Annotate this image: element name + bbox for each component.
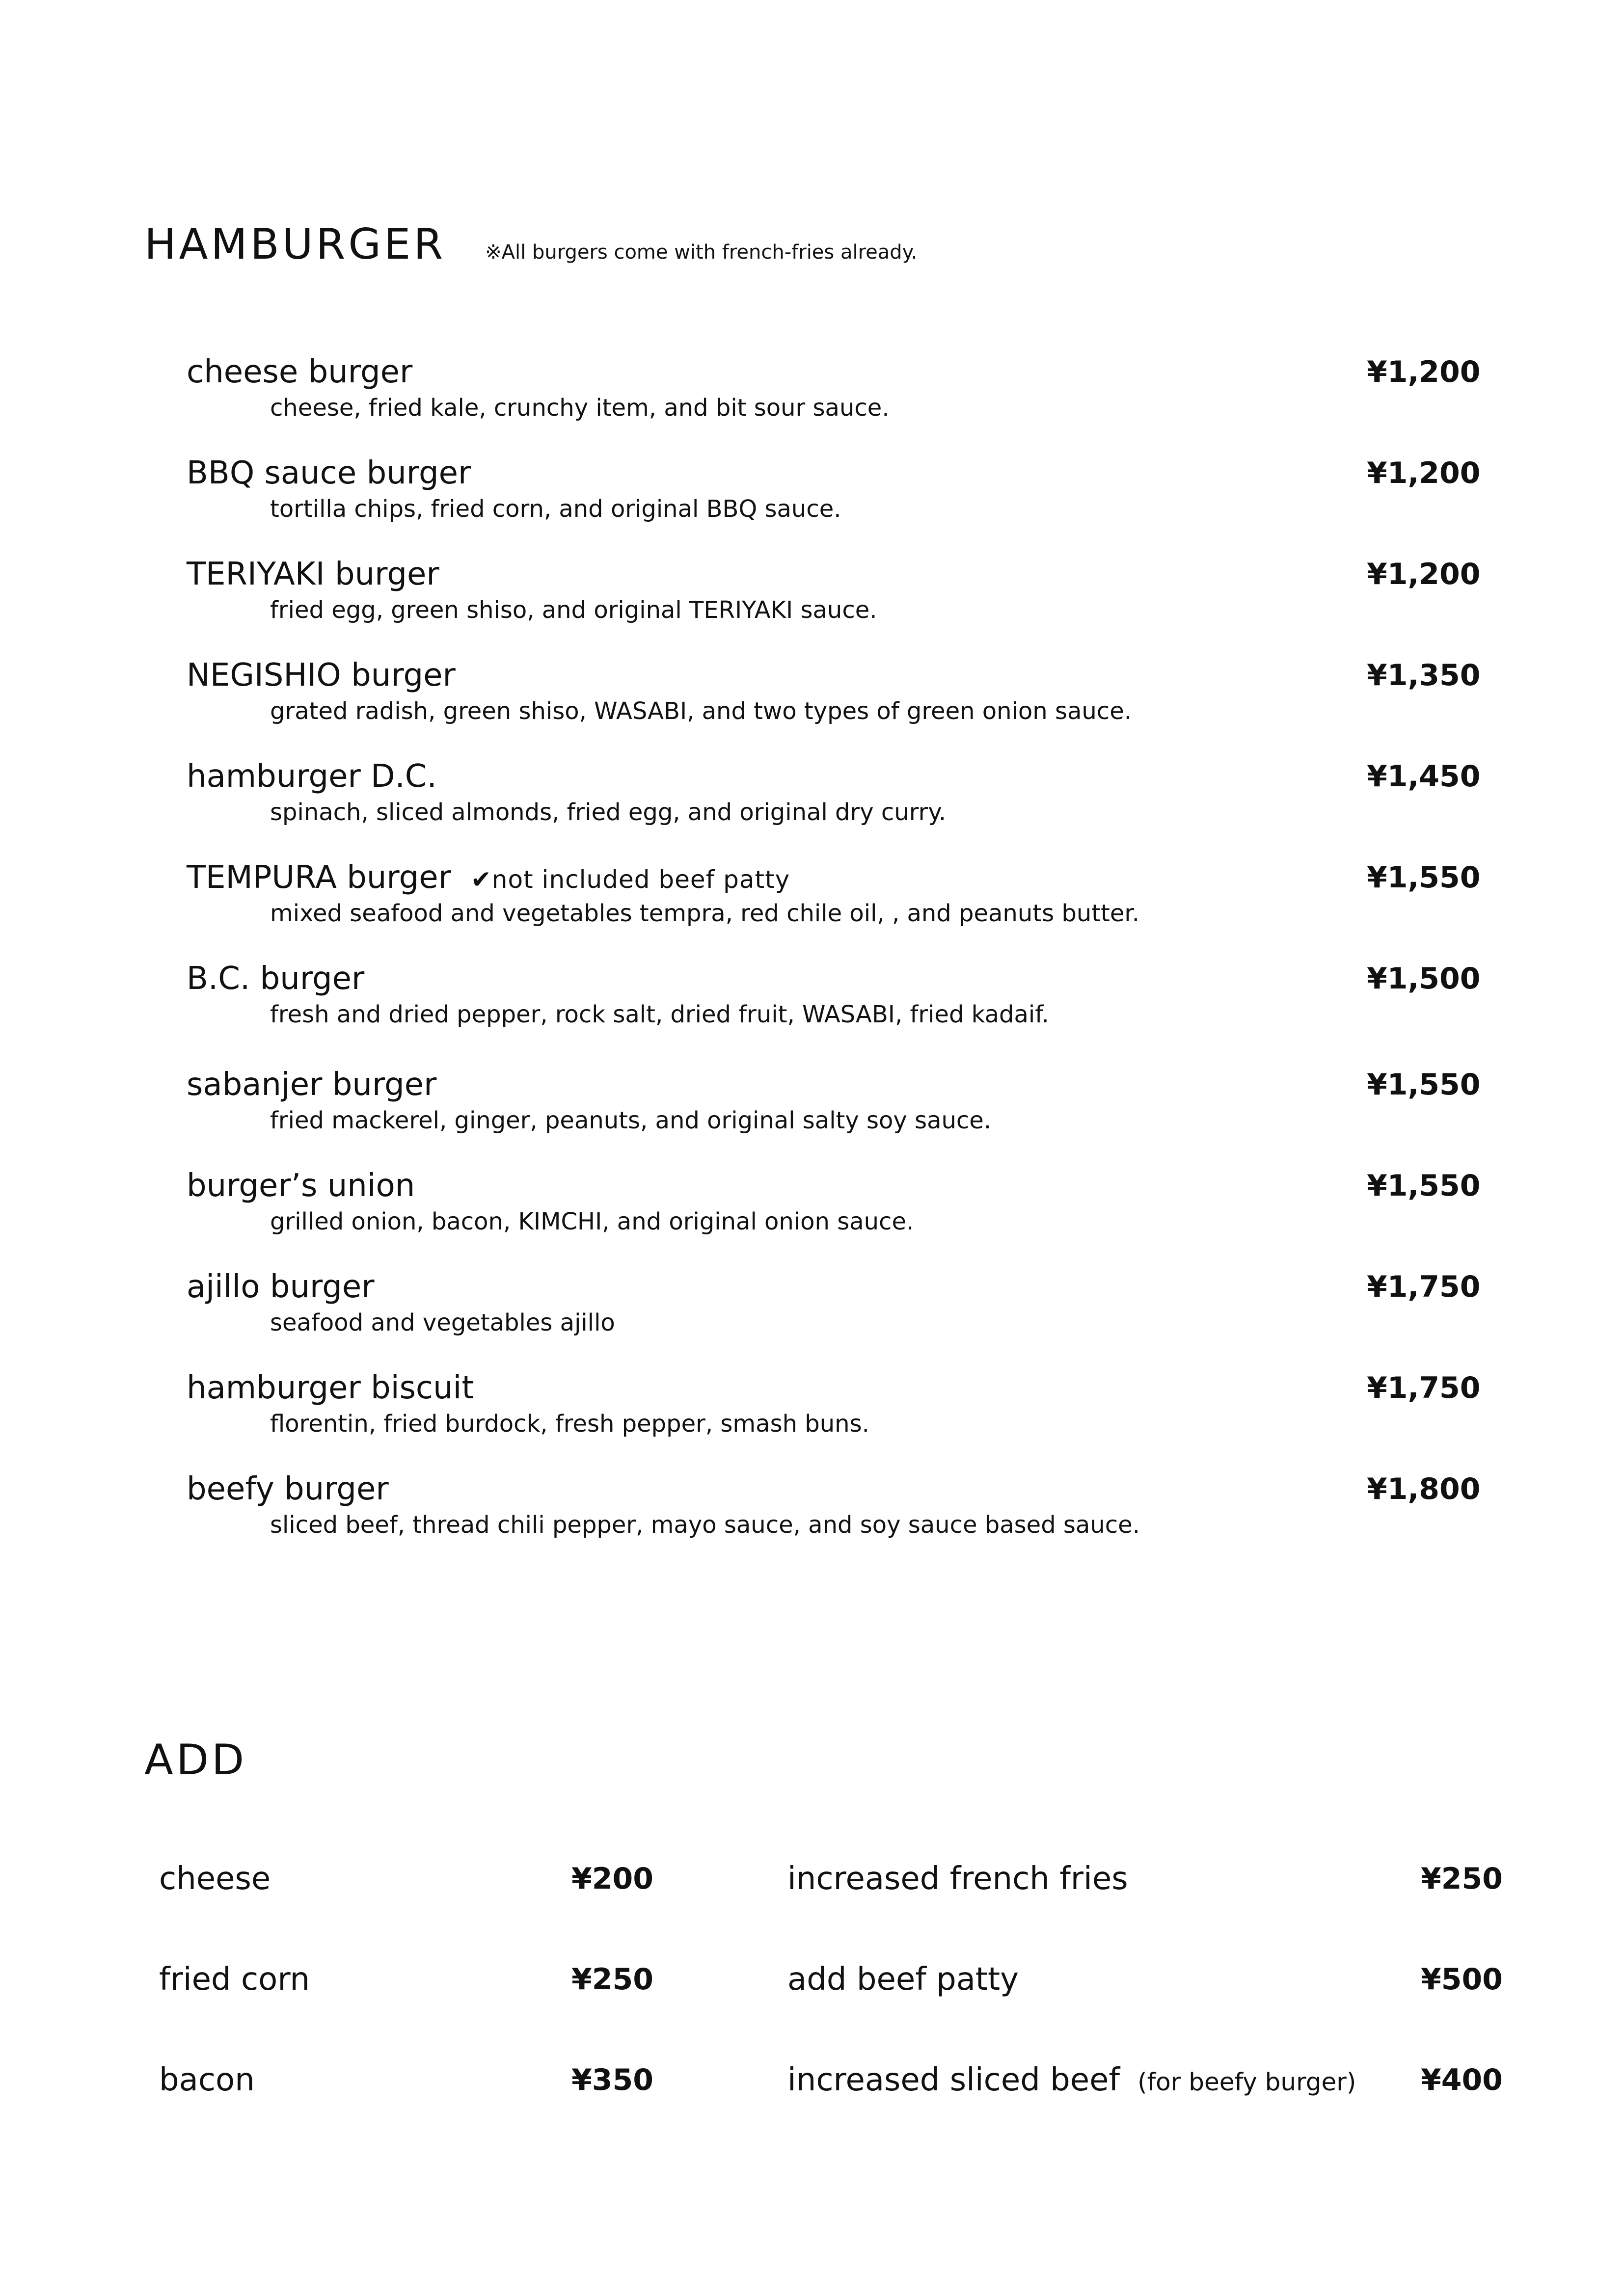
- item-description: sliced beef, thread chili pepper, mayo sauce, and soy sauce based sauce.: [270, 1511, 1140, 1539]
- item-name: TERIYAKI burger: [187, 556, 439, 592]
- menu-item: [187, 1468, 1481, 1570]
- item-name: hamburger D.C.: [187, 758, 437, 795]
- item-name: ajillo burger: [187, 1269, 375, 1305]
- add-item-label: increased french fries: [787, 1861, 1128, 1897]
- item-price: ¥1,350: [1367, 658, 1481, 693]
- item-description: seafood and vegetables ajillo: [270, 1309, 615, 1336]
- menu-item: [187, 857, 1481, 958]
- menu-item: [187, 1165, 1481, 1266]
- menu-item: [187, 351, 1481, 453]
- add-title: ADD: [144, 1735, 247, 1785]
- add-header: [144, 1735, 247, 1785]
- item-name: hamburger biscuit: [187, 1370, 474, 1406]
- item-price: ¥1,750: [1367, 1270, 1481, 1304]
- add-item-price: ¥400: [1421, 2063, 1503, 2097]
- burger-list: [187, 351, 1481, 1570]
- menu-item: [187, 1367, 1481, 1468]
- item-price: ¥1,550: [1367, 1169, 1481, 1203]
- item-name: beefy burger: [187, 1471, 389, 1507]
- item-price: ¥1,450: [1367, 759, 1481, 794]
- add-item-name: [787, 1959, 1019, 2000]
- item-price: ¥1,500: [1367, 961, 1481, 996]
- menu-item: [187, 655, 1481, 756]
- menu-item: [187, 958, 1481, 1064]
- item-price: ¥1,200: [1367, 456, 1481, 490]
- add-item-name: bacon: [159, 2062, 255, 2098]
- item-price: ¥1,200: [1367, 355, 1481, 389]
- item-description: grilled onion, bacon, KIMCHI, and original onion sauce.: [270, 1208, 914, 1235]
- item-name: B.C. burger: [187, 961, 365, 997]
- add-item-label: add beef patty: [787, 1961, 1019, 1998]
- add-item-name: fried corn: [159, 1961, 310, 1998]
- item-description: fresh and dried pepper, rock salt, dried fruit, WASABI, fried kadaif.: [270, 1001, 1049, 1028]
- add-item-price: ¥350: [571, 2063, 653, 2097]
- add-item-price: ¥500: [1421, 1962, 1503, 1997]
- add-item-price: ¥250: [1421, 1862, 1503, 1896]
- item-name: TEMPURA burger: [187, 859, 451, 896]
- item-description: fried mackerel, ginger, peanuts, and original salty soy sauce.: [270, 1107, 992, 1134]
- menu-item: [187, 756, 1481, 857]
- item-description: mixed seafood and vegetables tempra, red chile oil, , and peanuts butter.: [270, 900, 1140, 927]
- item-name: NEGISHIO burger: [187, 657, 456, 694]
- hamburger-header: [144, 220, 917, 269]
- item-description: florentin, fried burdock, fresh pepper, smash buns.: [270, 1410, 869, 1438]
- item-name: BBQ sauce burger: [187, 455, 471, 491]
- item-description: tortilla chips, fried corn, and original BBQ sauce.: [270, 495, 841, 523]
- add-row: [0, 1959, 1624, 2059]
- item-price: ¥1,800: [1367, 1472, 1481, 1506]
- item-price: ¥1,750: [1367, 1371, 1481, 1405]
- add-item-name: [787, 1858, 1128, 1899]
- menu-item: [187, 554, 1481, 655]
- add-row: [0, 2059, 1624, 2160]
- add-item-name: [787, 2059, 1356, 2103]
- menu-item: [187, 1266, 1481, 1367]
- item-price: ¥1,550: [1367, 860, 1481, 895]
- item-description: cheese, fried kale, crunchy item, and bit sour sauce.: [270, 394, 890, 422]
- add-item-label: increased sliced beef: [787, 2062, 1120, 2098]
- hamburger-title: HAMBURGER: [144, 220, 446, 269]
- item-name: sabanjer burger: [187, 1067, 437, 1103]
- menu-item: [187, 1064, 1481, 1165]
- menu-item: [187, 453, 1481, 554]
- item-description: fried egg, green shiso, and original TERIYAKI sauce.: [270, 596, 877, 624]
- item-name: burger’s union: [187, 1168, 415, 1204]
- item-price: ¥1,550: [1367, 1068, 1481, 1102]
- item-description: spinach, sliced almonds, fried egg, and original dry curry.: [270, 799, 947, 826]
- add-ons-list: [0, 1858, 1624, 2160]
- item-description: grated radish, green shiso, WASABI, and two types of green onion sauce.: [270, 697, 1132, 725]
- add-item-name: cheese: [159, 1861, 271, 1897]
- item-extra-note: ✔not included beef patty: [470, 865, 790, 894]
- add-item-price: ¥250: [571, 1962, 653, 1997]
- add-item-note: (for beefy burger): [1137, 2068, 1356, 2096]
- hamburger-note: ※All burgers come with french-fries already.: [485, 241, 918, 264]
- add-item-price: ¥200: [571, 1862, 653, 1896]
- add-row: [0, 1858, 1624, 1959]
- item-name: cheese burger: [187, 354, 413, 390]
- item-price: ¥1,200: [1367, 557, 1481, 591]
